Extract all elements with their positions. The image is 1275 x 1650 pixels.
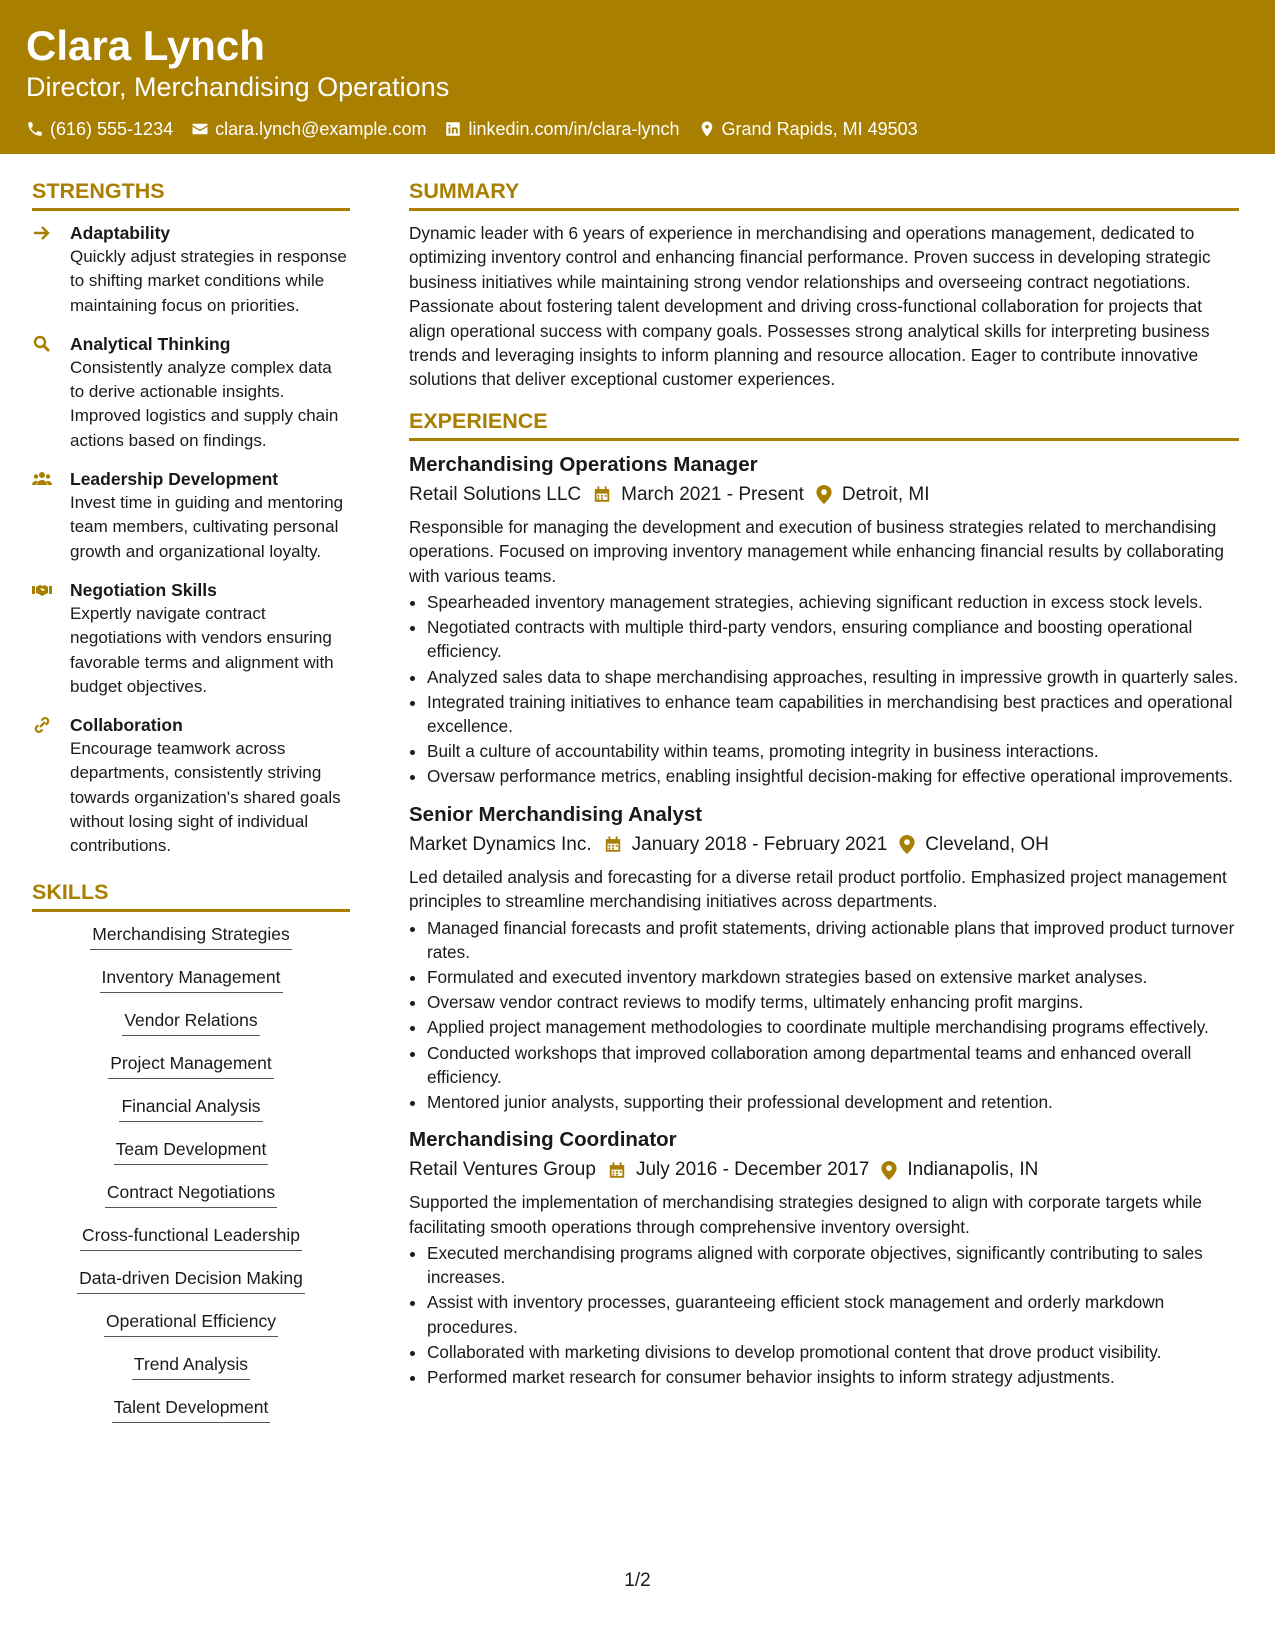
skill-item: Talent Development: [112, 1395, 271, 1423]
job-meta: [409, 481, 1239, 509]
job-dates: March 2021 - Present: [621, 483, 804, 505]
job-description: Supported the implementation of merchandising strategies designed to align with corporate targets while facilitating smooth operations through comprehensive inventory oversight.: [409, 1192, 1202, 1237]
job-location: Indianapolis, IN: [907, 1159, 1039, 1181]
strength-desc: Expertly navigate contract negotiations with vendors ensuring favorable terms and alignment with budget objectives.: [70, 603, 334, 696]
job-location: Detroit, MI: [841, 483, 930, 505]
job-bullet: • Negotiated contracts with multiple third-party vendors, ensuring compliance and boosting operational efficiency.: [427, 615, 1239, 663]
strength-title: Negotiation Skills: [70, 579, 217, 600]
skill-item: Financial Analysis: [119, 1094, 262, 1122]
strengths-heading: STRENGTHS: [32, 176, 350, 211]
job-bullet: • Built a culture of accountability within teams, promoting integrity in business interactions.: [427, 739, 1239, 763]
job-dates: July 2016 - December 2017: [635, 1159, 870, 1181]
job-bullets: [409, 1241, 1239, 1389]
resume-header: [0, 0, 1275, 154]
left-column: [32, 176, 350, 1438]
job-description: Led detailed analysis and forecasting for a diverse retail product portfolio. Emphasized project management principles to streamline merchandising initiatives across departments.: [409, 866, 1227, 912]
skill-item: Inventory Management: [100, 965, 283, 993]
job-bullet: • Assist with inventory processes, guaranteeing efficient stock management and orderly markdown procedures.: [427, 1290, 1239, 1338]
experience-heading: EXPERIENCE: [409, 406, 1239, 441]
strength-desc: Encourage teamwork across departments, consistently striving towards organization's shared goals without losing sight of individual contributions.: [70, 739, 341, 856]
map-marker-icon: [881, 1161, 897, 1180]
skill-item: Merchandising Strategies: [90, 922, 291, 950]
skill-item: Contract Negotiations: [105, 1180, 277, 1208]
right-column: [409, 176, 1239, 1401]
link-icon: [32, 716, 52, 734]
job-title: Merchandising Operations Manager: [409, 452, 758, 476]
map-marker-icon: [816, 485, 832, 504]
strength-desc: Consistently analyze complex data to derive actionable insights. Improved logistics and supply chain actions based on findings.: [70, 357, 339, 450]
strength-title: Adaptability: [70, 223, 171, 243]
strength-item: [32, 332, 350, 453]
strength-title: Leadership Development: [70, 469, 279, 490]
calendar-icon: [604, 835, 622, 854]
strength-title: Analytical Thinking: [70, 333, 231, 354]
strength-item: [32, 467, 350, 564]
users-icon: [32, 470, 52, 488]
job-entry: [409, 801, 1239, 1114]
email-text[interactable]: clara.lynch@example.com: [215, 119, 427, 139]
candidate-title: Director, Merchandising Operations: [26, 72, 450, 102]
map-marker-icon: [698, 120, 716, 138]
job-bullet: • Performed market research for consumer behavior insights to inform strategy adjustments.: [427, 1365, 1239, 1389]
summary-heading: SUMMARY: [409, 176, 1239, 211]
skill-item: Trend Analysis: [132, 1352, 250, 1380]
strength-item: [32, 221, 350, 318]
job-bullets: [409, 590, 1239, 789]
job-bullet: • Mentored junior analysts, supporting their professional development and retention.: [427, 1090, 1239, 1114]
job-bullets: [409, 916, 1239, 1115]
skills-list: [32, 922, 350, 1438]
linkedin-icon: [444, 120, 462, 138]
strength-desc: Quickly adjust strategies in response to shifting market conditions while maintaining focus on priorities.: [70, 247, 347, 315]
skills-heading: SKILLS: [32, 877, 350, 912]
job-dates: January 2018 - February 2021: [631, 833, 888, 855]
location-text: Grand Rapids, MI 49503: [721, 119, 918, 139]
page-number: 1/2: [624, 1570, 651, 1591]
job-entry: [409, 1126, 1239, 1389]
skill-item: Operational Efficiency: [104, 1309, 278, 1337]
skill-item: Cross-functional Leadership: [80, 1223, 302, 1251]
job-company: Retail Solutions LLC: [409, 483, 582, 505]
job-description: Responsible for managing the development and execution of business strategies related to merchandising operations. Focused on improving inventory management while enhancing financial results by collaborating with various teams.: [409, 516, 1224, 586]
job-entry: [409, 451, 1239, 789]
job-bullet: • Integrated training initiatives to enhance team capabilities in merchandising best practices and operational excellence.: [427, 690, 1239, 738]
skill-item: Data-driven Decision Making: [77, 1266, 305, 1294]
contact-email[interactable]: [191, 118, 426, 140]
job-title: Merchandising Coordinator: [409, 1128, 677, 1152]
contact-location: [698, 118, 918, 140]
job-company: Retail Ventures Group: [409, 1159, 596, 1181]
job-bullet: • Collaborated with marketing divisions to develop promotional content that drove product visibility.: [427, 1340, 1239, 1364]
job-title: Senior Merchandising Analyst: [409, 802, 703, 826]
job-bullet: • Conducted workshops that improved collaboration among departmental teams and enhanced overall efficiency.: [427, 1041, 1239, 1089]
job-location: Cleveland, OH: [925, 833, 1049, 855]
arrow-right-icon: [32, 224, 52, 242]
map-marker-icon: [899, 835, 915, 854]
envelope-icon: [191, 120, 209, 138]
job-bullet: • Applied project management methodologies to coordinate multiple merchandising programs effectively.: [427, 1015, 1239, 1039]
calendar-icon: [608, 1161, 626, 1180]
job-bullet: • Executed merchandising programs aligned with corporate objectives, significantly contributing to sales increases.: [427, 1241, 1239, 1289]
experience-list: [409, 451, 1239, 1389]
handshake-icon: [32, 581, 52, 599]
job-bullet: • Formulated and executed inventory markdown strategies based on extensive market analyses.: [427, 965, 1239, 989]
phone-text: (616) 555-1234: [50, 119, 174, 139]
contact-phone: [26, 118, 173, 140]
skill-item: Project Management: [108, 1051, 273, 1079]
calendar-icon: [593, 485, 611, 504]
job-bullet: • Oversaw vendor contract reviews to modify terms, ultimately enhancing profit margins.: [427, 990, 1239, 1014]
strength-item: [32, 713, 350, 858]
strength-desc: Invest time in guiding and mentoring team members, cultivating personal growth and organizational loyalty.: [70, 493, 344, 561]
linkedin-text[interactable]: linkedin.com/in/clara-lynch: [468, 119, 680, 139]
skill-item: Team Development: [114, 1137, 269, 1165]
phone-icon: [26, 120, 44, 138]
contact-linkedin[interactable]: [444, 118, 679, 140]
candidate-name: Clara Lynch: [26, 22, 265, 69]
job-company: Market Dynamics Inc.: [409, 833, 592, 855]
job-bullet: • Spearheaded inventory management strategies, achieving significant reduction in excess stock levels.: [427, 590, 1239, 614]
strength-title: Collaboration: [70, 715, 183, 736]
job-bullet: • Analyzed sales data to shape merchandising approaches, resulting in impressive growth in quarterly sales.: [427, 665, 1239, 689]
contact-bar: [26, 118, 1249, 140]
job-meta: [409, 1156, 1239, 1184]
job-bullet: • Managed financial forecasts and profit statements, driving actionable plans that improved product turnover rates.: [427, 916, 1239, 964]
job-meta: [409, 831, 1239, 859]
summary-text: Dynamic leader with 6 years of experience in merchandising and operations management, dedicated to optimizing inventory control and enhancing financial performance. Proven success in developing strategic business initiatives while maintaining strong vendor relationships and overseeing contract negotiations. Passionate about fostering talent development and driving cross-functional collaboration for projects that align operational success with company goals. Possesses strong analytical skills for interpreting business trends and leveraging insights to inform planning and resource allocation. Eager to contribute innovative solutions that deliver exceptional customer experiences.: [409, 223, 1211, 390]
strength-item: [32, 578, 350, 699]
skill-item: Vendor Relations: [122, 1008, 259, 1036]
job-bullet: • Oversaw performance metrics, enabling insightful decision-making for effective operational improvements.: [427, 764, 1239, 788]
search-icon: [32, 335, 52, 353]
